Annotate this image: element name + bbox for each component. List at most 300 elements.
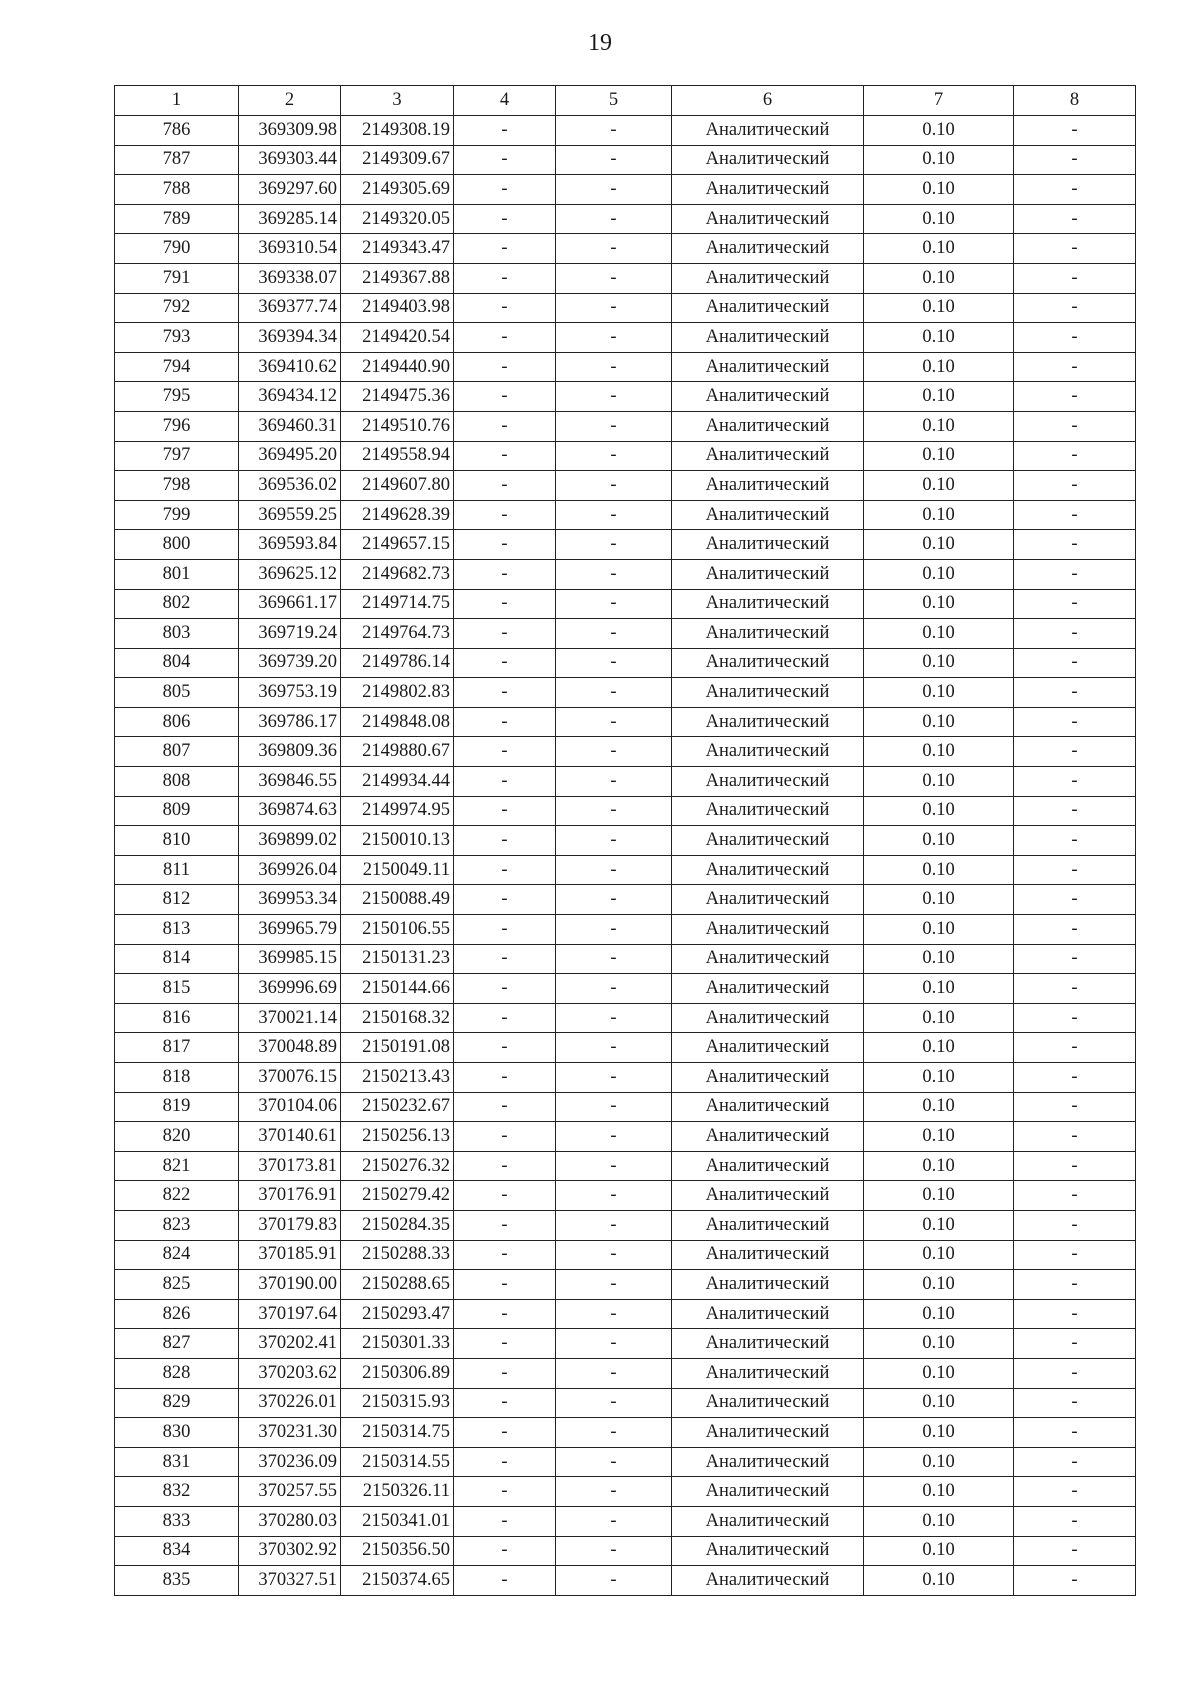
point-number-cell: 828 <box>115 1358 239 1388</box>
col-8-value-cell: - <box>1014 471 1136 501</box>
coord-x-cell: 369559.25 <box>239 500 341 530</box>
coord-x-cell: 369593.84 <box>239 530 341 560</box>
point-number-cell: 786 <box>115 116 239 146</box>
method-cell: Аналитический <box>672 1151 864 1181</box>
coord-x-cell: 369495.20 <box>239 441 341 471</box>
col-8-value-cell: - <box>1014 1388 1136 1418</box>
accuracy-cell: 0.10 <box>864 1063 1014 1093</box>
col-5-value-cell: - <box>556 1447 672 1477</box>
col-4-value-cell: - <box>454 1240 556 1270</box>
point-number-cell: 824 <box>115 1240 239 1270</box>
coord-x-cell: 369536.02 <box>239 471 341 501</box>
accuracy-cell: 0.10 <box>864 619 1014 649</box>
col-5-value-cell: - <box>556 1566 672 1596</box>
coord-y-cell: 2150049.11 <box>341 855 454 885</box>
coord-x-cell: 369434.12 <box>239 382 341 412</box>
col-4-value-cell: - <box>454 1122 556 1152</box>
coord-x-cell: 369625.12 <box>239 559 341 589</box>
col-5-value-cell: - <box>556 915 672 945</box>
table-row <box>115 826 1136 856</box>
col-4-value-cell: - <box>454 411 556 441</box>
col-5-value-cell: - <box>556 471 672 501</box>
col-5-value-cell: - <box>556 145 672 175</box>
accuracy-cell: 0.10 <box>864 382 1014 412</box>
col-5-value-cell: - <box>556 619 672 649</box>
coord-y-cell: 2149420.54 <box>341 323 454 353</box>
point-number-cell: 797 <box>115 441 239 471</box>
col-4-value-cell: - <box>454 382 556 412</box>
point-number-cell: 817 <box>115 1033 239 1063</box>
coord-x-cell: 369846.55 <box>239 767 341 797</box>
table-row <box>115 1388 1136 1418</box>
col-8-value-cell: - <box>1014 1181 1136 1211</box>
table-row <box>115 500 1136 530</box>
coord-y-cell: 2150276.32 <box>341 1151 454 1181</box>
table-row <box>115 1240 1136 1270</box>
col-5-value-cell: - <box>556 411 672 441</box>
column-header-5: 5 <box>556 86 672 116</box>
table-row <box>115 589 1136 619</box>
col-8-value-cell: - <box>1014 1329 1136 1359</box>
col-5-value-cell: - <box>556 530 672 560</box>
table-row <box>115 1063 1136 1093</box>
col-5-value-cell: - <box>556 116 672 146</box>
accuracy-cell: 0.10 <box>864 1329 1014 1359</box>
col-5-value-cell: - <box>556 737 672 767</box>
coord-x-cell: 369394.34 <box>239 323 341 353</box>
coord-y-cell: 2149440.90 <box>341 352 454 382</box>
coord-x-cell: 369899.02 <box>239 826 341 856</box>
col-8-value-cell: - <box>1014 1122 1136 1152</box>
coord-x-cell: 369926.04 <box>239 855 341 885</box>
accuracy-cell: 0.10 <box>864 678 1014 708</box>
col-5-value-cell: - <box>556 796 672 826</box>
column-header-2: 2 <box>239 86 341 116</box>
table-row <box>115 263 1136 293</box>
table-row <box>115 352 1136 382</box>
accuracy-cell: 0.10 <box>864 559 1014 589</box>
col-4-value-cell: - <box>454 352 556 382</box>
coord-y-cell: 2150293.47 <box>341 1299 454 1329</box>
table-row <box>115 1358 1136 1388</box>
method-cell: Аналитический <box>672 589 864 619</box>
coord-x-cell: 369809.36 <box>239 737 341 767</box>
accuracy-cell: 0.10 <box>864 796 1014 826</box>
accuracy-cell: 0.10 <box>864 1536 1014 1566</box>
col-4-value-cell: - <box>454 234 556 264</box>
coord-y-cell: 2149558.94 <box>341 441 454 471</box>
coord-y-cell: 2149320.05 <box>341 204 454 234</box>
coord-x-cell: 369661.17 <box>239 589 341 619</box>
accuracy-cell: 0.10 <box>864 441 1014 471</box>
point-number-cell: 821 <box>115 1151 239 1181</box>
col-5-value-cell: - <box>556 1151 672 1181</box>
coord-y-cell: 2150213.43 <box>341 1063 454 1093</box>
coord-y-cell: 2150256.13 <box>341 1122 454 1152</box>
col-5-value-cell: - <box>556 1122 672 1152</box>
coord-y-cell: 2149714.75 <box>341 589 454 619</box>
col-5-value-cell: - <box>556 1092 672 1122</box>
column-header-8: 8 <box>1014 86 1136 116</box>
table-row <box>115 855 1136 885</box>
coord-x-cell: 369460.31 <box>239 411 341 441</box>
col-4-value-cell: - <box>454 145 556 175</box>
col-8-value-cell: - <box>1014 619 1136 649</box>
method-cell: Аналитический <box>672 204 864 234</box>
col-8-value-cell: - <box>1014 1299 1136 1329</box>
accuracy-cell: 0.10 <box>864 589 1014 619</box>
col-4-value-cell: - <box>454 1151 556 1181</box>
table-row <box>115 1122 1136 1152</box>
point-number-cell: 829 <box>115 1388 239 1418</box>
coord-x-cell: 369309.98 <box>239 116 341 146</box>
coord-y-cell: 2150284.35 <box>341 1210 454 1240</box>
method-cell: Аналитический <box>672 678 864 708</box>
coord-y-cell: 2150314.75 <box>341 1418 454 1448</box>
method-cell: Аналитический <box>672 1181 864 1211</box>
method-cell: Аналитический <box>672 145 864 175</box>
table-row <box>115 175 1136 205</box>
col-4-value-cell: - <box>454 116 556 146</box>
method-cell: Аналитический <box>672 1477 864 1507</box>
col-4-value-cell: - <box>454 1092 556 1122</box>
coord-y-cell: 2149308.19 <box>341 116 454 146</box>
accuracy-cell: 0.10 <box>864 204 1014 234</box>
coord-y-cell: 2149475.36 <box>341 382 454 412</box>
coord-y-cell: 2150326.11 <box>341 1477 454 1507</box>
col-4-value-cell: - <box>454 678 556 708</box>
coord-y-cell: 2149934.44 <box>341 767 454 797</box>
column-header-7: 7 <box>864 86 1014 116</box>
method-cell: Аналитический <box>672 263 864 293</box>
coord-y-cell: 2150315.93 <box>341 1388 454 1418</box>
col-4-value-cell: - <box>454 500 556 530</box>
point-number-cell: 787 <box>115 145 239 175</box>
col-8-value-cell: - <box>1014 1003 1136 1033</box>
coord-x-cell: 369297.60 <box>239 175 341 205</box>
col-8-value-cell: - <box>1014 826 1136 856</box>
table-row <box>115 1003 1136 1033</box>
col-4-value-cell: - <box>454 530 556 560</box>
col-4-value-cell: - <box>454 1329 556 1359</box>
coord-y-cell: 2149880.67 <box>341 737 454 767</box>
coord-y-cell: 2150374.65 <box>341 1566 454 1596</box>
col-5-value-cell: - <box>556 1210 672 1240</box>
table-row <box>115 648 1136 678</box>
coord-x-cell: 369953.34 <box>239 885 341 915</box>
col-8-value-cell: - <box>1014 145 1136 175</box>
coord-y-cell: 2149974.95 <box>341 796 454 826</box>
col-5-value-cell: - <box>556 1240 672 1270</box>
table-row <box>115 1329 1136 1359</box>
table-body <box>115 116 1136 1596</box>
accuracy-cell: 0.10 <box>864 1092 1014 1122</box>
table-row <box>115 204 1136 234</box>
method-cell: Аналитический <box>672 1329 864 1359</box>
col-8-value-cell: - <box>1014 352 1136 382</box>
column-header-4: 4 <box>454 86 556 116</box>
col-8-value-cell: - <box>1014 1358 1136 1388</box>
accuracy-cell: 0.10 <box>864 915 1014 945</box>
col-4-value-cell: - <box>454 1003 556 1033</box>
coord-x-cell: 370202.41 <box>239 1329 341 1359</box>
col-8-value-cell: - <box>1014 1270 1136 1300</box>
point-number-cell: 823 <box>115 1210 239 1240</box>
col-8-value-cell: - <box>1014 767 1136 797</box>
col-5-value-cell: - <box>556 263 672 293</box>
col-4-value-cell: - <box>454 1506 556 1536</box>
point-number-cell: 822 <box>115 1181 239 1211</box>
coord-x-cell: 370327.51 <box>239 1566 341 1596</box>
table-row <box>115 1477 1136 1507</box>
col-8-value-cell: - <box>1014 944 1136 974</box>
table-row <box>115 1447 1136 1477</box>
table-row <box>115 1506 1136 1536</box>
coord-x-cell: 369377.74 <box>239 293 341 323</box>
coord-x-cell: 370197.64 <box>239 1299 341 1329</box>
accuracy-cell: 0.10 <box>864 1003 1014 1033</box>
accuracy-cell: 0.10 <box>864 263 1014 293</box>
col-5-value-cell: - <box>556 1536 672 1566</box>
table-row <box>115 885 1136 915</box>
col-5-value-cell: - <box>556 1418 672 1448</box>
point-number-cell: 805 <box>115 678 239 708</box>
col-4-value-cell: - <box>454 1063 556 1093</box>
coord-y-cell: 2150088.49 <box>341 885 454 915</box>
method-cell: Аналитический <box>672 796 864 826</box>
accuracy-cell: 0.10 <box>864 145 1014 175</box>
col-8-value-cell: - <box>1014 1151 1136 1181</box>
col-5-value-cell: - <box>556 204 672 234</box>
col-8-value-cell: - <box>1014 915 1136 945</box>
point-number-cell: 809 <box>115 796 239 826</box>
column-header-6: 6 <box>672 86 864 116</box>
coord-x-cell: 370048.89 <box>239 1033 341 1063</box>
coord-y-cell: 2149305.69 <box>341 175 454 205</box>
table-row <box>115 1536 1136 1566</box>
method-cell: Аналитический <box>672 619 864 649</box>
col-8-value-cell: - <box>1014 796 1136 826</box>
col-4-value-cell: - <box>454 1536 556 1566</box>
col-4-value-cell: - <box>454 1181 556 1211</box>
accuracy-cell: 0.10 <box>864 116 1014 146</box>
col-4-value-cell: - <box>454 263 556 293</box>
coord-y-cell: 2149786.14 <box>341 648 454 678</box>
point-number-cell: 833 <box>115 1506 239 1536</box>
col-8-value-cell: - <box>1014 678 1136 708</box>
table-row <box>115 1270 1136 1300</box>
coord-y-cell: 2150168.32 <box>341 1003 454 1033</box>
col-4-value-cell: - <box>454 589 556 619</box>
coord-y-cell: 2149802.83 <box>341 678 454 708</box>
coord-y-cell: 2150341.01 <box>341 1506 454 1536</box>
table-row <box>115 707 1136 737</box>
method-cell: Аналитический <box>672 382 864 412</box>
method-cell: Аналитический <box>672 352 864 382</box>
method-cell: Аналитический <box>672 855 864 885</box>
col-8-value-cell: - <box>1014 589 1136 619</box>
column-header-3: 3 <box>341 86 454 116</box>
accuracy-cell: 0.10 <box>864 1240 1014 1270</box>
coord-x-cell: 370280.03 <box>239 1506 341 1536</box>
accuracy-cell: 0.10 <box>864 234 1014 264</box>
col-5-value-cell: - <box>556 175 672 205</box>
coord-y-cell: 2149764.73 <box>341 619 454 649</box>
coord-y-cell: 2150279.42 <box>341 1181 454 1211</box>
point-number-cell: 808 <box>115 767 239 797</box>
point-number-cell: 789 <box>115 204 239 234</box>
coord-x-cell: 370076.15 <box>239 1063 341 1093</box>
col-8-value-cell: - <box>1014 1536 1136 1566</box>
point-number-cell: 792 <box>115 293 239 323</box>
coord-x-cell: 369285.14 <box>239 204 341 234</box>
point-number-cell: 820 <box>115 1122 239 1152</box>
col-5-value-cell: - <box>556 678 672 708</box>
point-number-cell: 806 <box>115 707 239 737</box>
method-cell: Аналитический <box>672 944 864 974</box>
method-cell: Аналитический <box>672 411 864 441</box>
method-cell: Аналитический <box>672 1447 864 1477</box>
table-row <box>115 619 1136 649</box>
col-8-value-cell: - <box>1014 1566 1136 1596</box>
col-8-value-cell: - <box>1014 855 1136 885</box>
col-4-value-cell: - <box>454 559 556 589</box>
accuracy-cell: 0.10 <box>864 826 1014 856</box>
col-8-value-cell: - <box>1014 1210 1136 1240</box>
method-cell: Аналитический <box>672 323 864 353</box>
point-number-cell: 799 <box>115 500 239 530</box>
col-8-value-cell: - <box>1014 1506 1136 1536</box>
point-number-cell: 816 <box>115 1003 239 1033</box>
coord-y-cell: 2150356.50 <box>341 1536 454 1566</box>
col-4-value-cell: - <box>454 826 556 856</box>
col-4-value-cell: - <box>454 175 556 205</box>
point-number-cell: 794 <box>115 352 239 382</box>
col-5-value-cell: - <box>556 1388 672 1418</box>
method-cell: Аналитический <box>672 1092 864 1122</box>
method-cell: Аналитический <box>672 1536 864 1566</box>
coord-x-cell: 369338.07 <box>239 263 341 293</box>
table-row <box>115 944 1136 974</box>
method-cell: Аналитический <box>672 915 864 945</box>
point-number-cell: 825 <box>115 1270 239 1300</box>
coord-x-cell: 370231.30 <box>239 1418 341 1448</box>
accuracy-cell: 0.10 <box>864 500 1014 530</box>
point-number-cell: 807 <box>115 737 239 767</box>
coord-y-cell: 2149309.67 <box>341 145 454 175</box>
accuracy-cell: 0.10 <box>864 352 1014 382</box>
coord-y-cell: 2149657.15 <box>341 530 454 560</box>
coord-x-cell: 369786.17 <box>239 707 341 737</box>
point-number-cell: 818 <box>115 1063 239 1093</box>
method-cell: Аналитический <box>672 1358 864 1388</box>
method-cell: Аналитический <box>672 293 864 323</box>
point-number-cell: 830 <box>115 1418 239 1448</box>
method-cell: Аналитический <box>672 767 864 797</box>
col-4-value-cell: - <box>454 915 556 945</box>
point-number-cell: 815 <box>115 974 239 1004</box>
col-5-value-cell: - <box>556 1329 672 1359</box>
coord-x-cell: 370140.61 <box>239 1122 341 1152</box>
point-number-cell: 832 <box>115 1477 239 1507</box>
method-cell: Аналитический <box>672 737 864 767</box>
coordinates-table <box>114 85 1136 1596</box>
point-number-cell: 831 <box>115 1447 239 1477</box>
accuracy-cell: 0.10 <box>864 1151 1014 1181</box>
coord-x-cell: 369753.19 <box>239 678 341 708</box>
table-row <box>115 471 1136 501</box>
coord-x-cell: 369965.79 <box>239 915 341 945</box>
coord-x-cell: 369310.54 <box>239 234 341 264</box>
method-cell: Аналитический <box>672 1033 864 1063</box>
coord-y-cell: 2150288.33 <box>341 1240 454 1270</box>
method-cell: Аналитический <box>672 1063 864 1093</box>
col-4-value-cell: - <box>454 1477 556 1507</box>
coord-x-cell: 369719.24 <box>239 619 341 649</box>
coord-y-cell: 2149682.73 <box>341 559 454 589</box>
accuracy-cell: 0.10 <box>864 737 1014 767</box>
col-5-value-cell: - <box>556 1033 672 1063</box>
col-8-value-cell: - <box>1014 974 1136 1004</box>
method-cell: Аналитический <box>672 1240 864 1270</box>
coord-x-cell: 370173.81 <box>239 1151 341 1181</box>
coord-x-cell: 369874.63 <box>239 796 341 826</box>
accuracy-cell: 0.10 <box>864 175 1014 205</box>
coord-x-cell: 370302.92 <box>239 1536 341 1566</box>
coord-x-cell: 370021.14 <box>239 1003 341 1033</box>
coord-x-cell: 369996.69 <box>239 974 341 1004</box>
method-cell: Аналитический <box>672 1270 864 1300</box>
method-cell: Аналитический <box>672 707 864 737</box>
table-row <box>115 1033 1136 1063</box>
point-number-cell: 790 <box>115 234 239 264</box>
col-8-value-cell: - <box>1014 441 1136 471</box>
method-cell: Аналитический <box>672 1210 864 1240</box>
col-4-value-cell: - <box>454 737 556 767</box>
method-cell: Аналитический <box>672 1122 864 1152</box>
accuracy-cell: 0.10 <box>864 1388 1014 1418</box>
table-row <box>115 678 1136 708</box>
col-4-value-cell: - <box>454 1418 556 1448</box>
coord-x-cell: 369739.20 <box>239 648 341 678</box>
accuracy-cell: 0.10 <box>864 648 1014 678</box>
col-5-value-cell: - <box>556 293 672 323</box>
method-cell: Аналитический <box>672 530 864 560</box>
col-4-value-cell: - <box>454 471 556 501</box>
method-cell: Аналитический <box>672 500 864 530</box>
col-8-value-cell: - <box>1014 1092 1136 1122</box>
col-4-value-cell: - <box>454 1270 556 1300</box>
coord-y-cell: 2150144.66 <box>341 974 454 1004</box>
coord-x-cell: 369303.44 <box>239 145 341 175</box>
table-row <box>115 915 1136 945</box>
col-4-value-cell: - <box>454 648 556 678</box>
coord-x-cell: 370176.91 <box>239 1181 341 1211</box>
method-cell: Аналитический <box>672 116 864 146</box>
point-number-cell: 791 <box>115 263 239 293</box>
accuracy-cell: 0.10 <box>864 767 1014 797</box>
col-5-value-cell: - <box>556 1270 672 1300</box>
col-8-value-cell: - <box>1014 204 1136 234</box>
col-5-value-cell: - <box>556 1003 672 1033</box>
method-cell: Аналитический <box>672 826 864 856</box>
column-header-1: 1 <box>115 86 239 116</box>
col-4-value-cell: - <box>454 1566 556 1596</box>
coord-y-cell: 2150288.65 <box>341 1270 454 1300</box>
method-cell: Аналитический <box>672 1299 864 1329</box>
accuracy-cell: 0.10 <box>864 1418 1014 1448</box>
col-8-value-cell: - <box>1014 648 1136 678</box>
